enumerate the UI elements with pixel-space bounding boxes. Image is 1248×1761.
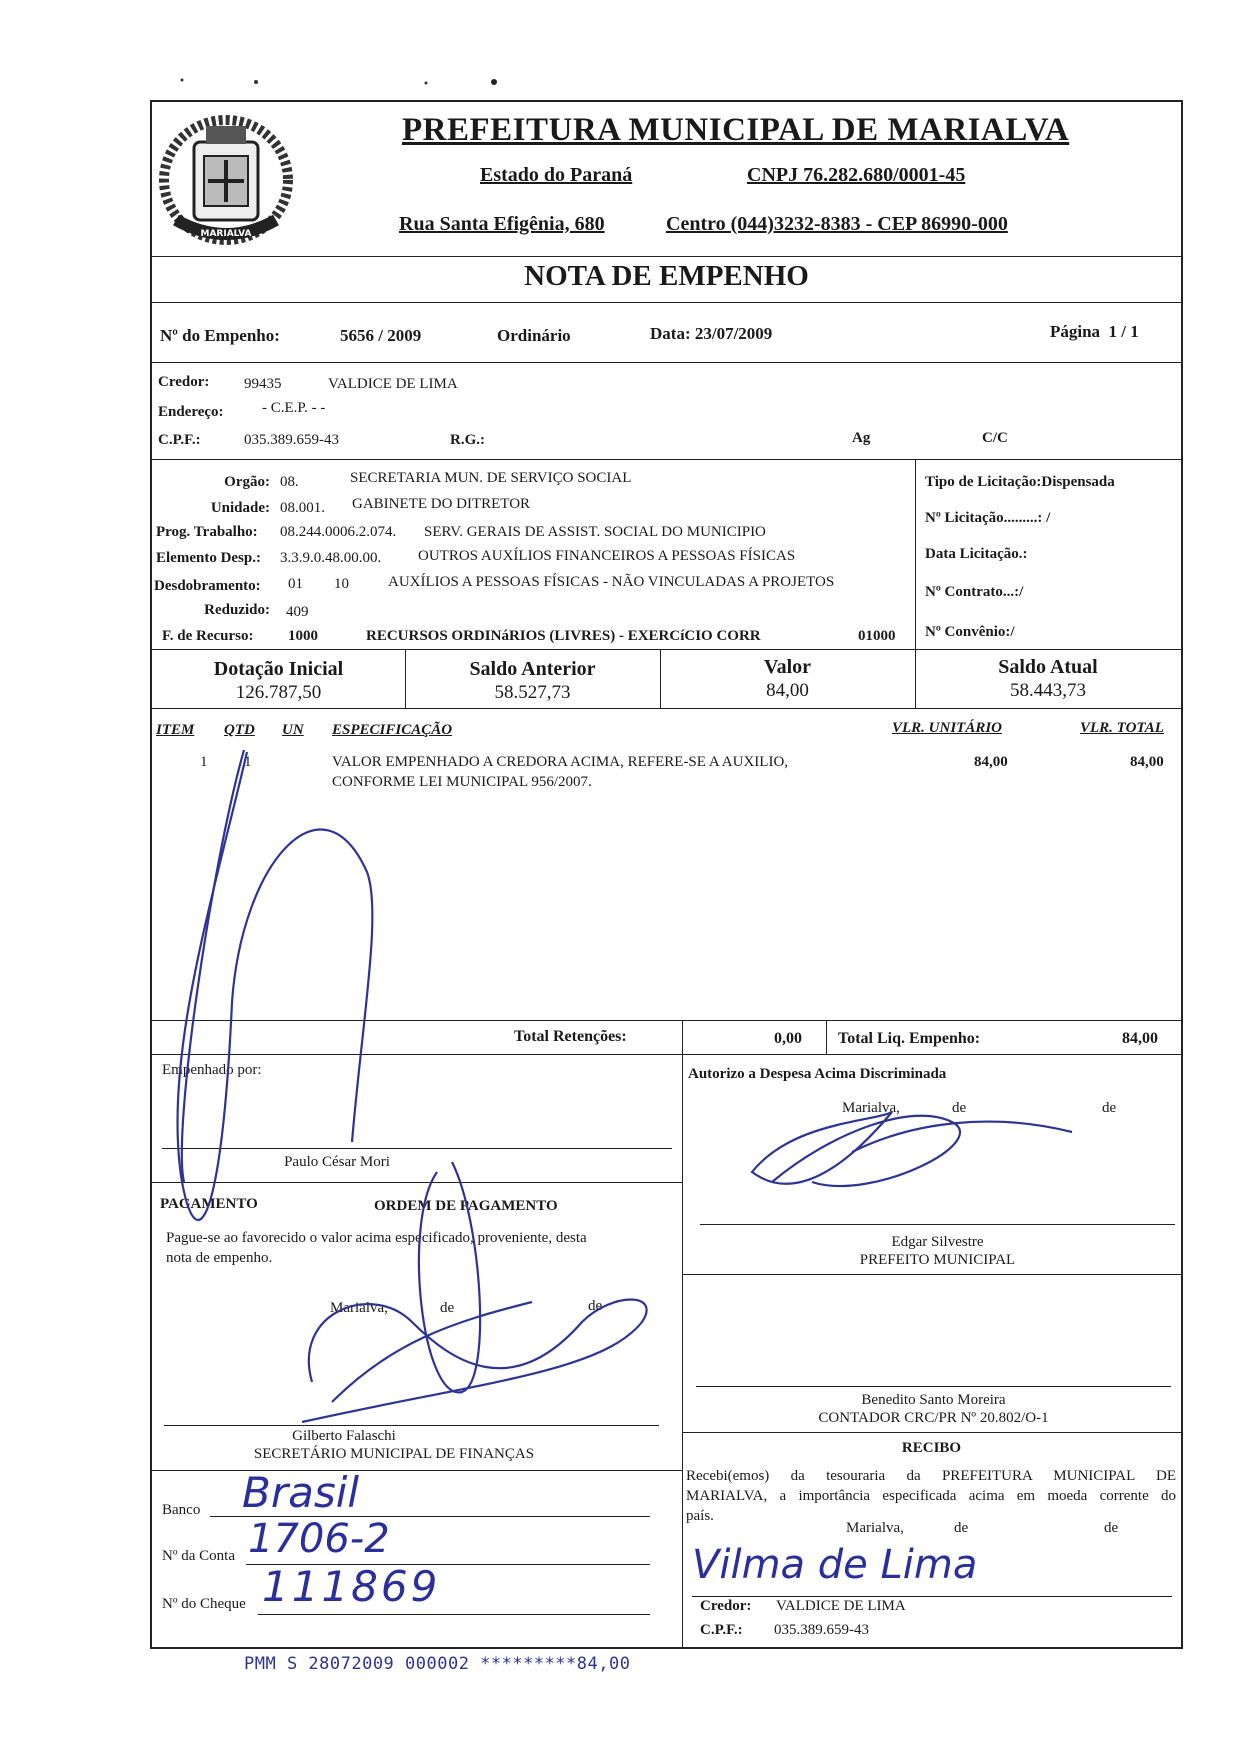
- saldo-atual-label: Saldo Atual: [998, 656, 1098, 678]
- recibo-credor-label: Credor:: [700, 1598, 752, 1614]
- recibo-cpf-value: 035.389.659-43: [774, 1622, 869, 1638]
- item-qtd: 1: [244, 754, 252, 770]
- nota-de-empenho-form: [150, 100, 1183, 1649]
- pagamento-de1: de: [440, 1300, 455, 1316]
- state-label: Estado do Paraná: [480, 164, 633, 186]
- saldo-anterior-value: 58.527,73: [494, 682, 571, 703]
- col-qtd: QTD: [224, 722, 255, 738]
- ink-signatures: [152, 702, 1181, 1642]
- rg-label: R.G.:: [450, 432, 485, 448]
- autorizo-signer-name: Edgar Silvestre: [891, 1234, 984, 1250]
- reduzido-value: 409: [286, 604, 309, 620]
- fonte-name: RECURSOS ORDINáRIOS (LIVRES) - EXERCíCIO CORR: [366, 628, 761, 644]
- cpf-label: C.P.F.:: [158, 432, 201, 448]
- item-number: 1: [200, 754, 208, 770]
- scan-specks: [180, 72, 510, 92]
- numero-convenio: Nº Convênio:/: [925, 624, 1015, 640]
- retencoes-label: Total Retenções:: [514, 1028, 627, 1045]
- col-vlr-total: VLR. TOTAL: [1080, 720, 1164, 736]
- address-label: Rua Santa Efigênia, 680: [399, 213, 605, 235]
- desdobramento-label: Desdobramento:: [154, 578, 261, 594]
- empenho-number: 5656 / 2009: [340, 326, 422, 345]
- pagamento-signer-name: Gilberto Falaschi: [292, 1428, 396, 1444]
- dotacao-label: Dotação Inicial: [213, 658, 344, 680]
- endereco-label: Endereço:: [158, 404, 224, 420]
- saldo-atual-value: 58.443,73: [1010, 680, 1086, 701]
- payment-stamp: PMM S 28072009 000002 *********84,00: [244, 1654, 631, 1674]
- item-vlr-total: 84,00: [1130, 754, 1164, 770]
- item-vlr-unitario: 84,00: [974, 754, 1008, 770]
- district-phone-cep: Centro (044)3232-8383 - CEP 86990-000: [666, 213, 1008, 235]
- pagamento-text-line2: nota de empenho.: [166, 1250, 273, 1266]
- cc-label: C/C: [982, 430, 1008, 446]
- autorizo-de2: de: [1102, 1100, 1117, 1116]
- credor-code: 99435: [244, 376, 282, 392]
- autorizo-city: Marialva,: [842, 1100, 900, 1116]
- prog-code: 08.244.0006.2.074.: [280, 524, 397, 540]
- ordem-pagamento-label: ORDEM DE PAGAMENTO: [374, 1198, 558, 1214]
- prog-label: Prog. Trabalho:: [156, 524, 258, 540]
- credor-label: Credor:: [158, 374, 210, 390]
- reduzido-label: Reduzido:: [204, 602, 270, 618]
- liquido-label: Total Liq. Empenho:: [838, 1030, 981, 1047]
- tipo-licitacao: Tipo de Licitação:Dispensada: [925, 474, 1115, 490]
- contador-role: CONTADOR CRC/PR Nº 20.802/O-1: [818, 1410, 1049, 1426]
- recibo-text-line2: MARIALVA, a importância especificada acima em moeda corrente do: [686, 1488, 1176, 1504]
- item-desc-line1: VALOR EMPENHADO A CREDORA ACIMA, REFERE-SE A AUXILIO,: [332, 754, 789, 770]
- recibo-cpf-label: C.P.F.:: [700, 1622, 743, 1638]
- fonte-label: F. de Recurso:: [162, 628, 254, 644]
- doc-title: NOTA DE EMPENHO: [524, 260, 809, 292]
- col-especificacao: ESPECIFICAÇÃO: [332, 722, 453, 738]
- banco-handwritten: Brasil: [242, 1468, 360, 1517]
- conta-label: Nº da Conta: [162, 1548, 235, 1564]
- pagamento-text-line1: Pague-se ao favorecido o valor acima especificado, proveniente, desta: [166, 1230, 587, 1246]
- banco-label: Banco: [162, 1502, 201, 1518]
- valor-value: 84,00: [766, 680, 809, 701]
- recibo-text-line1: Recebi(emos) da tesouraria da PREFEITURA MUNICIPAL DE: [686, 1468, 1176, 1484]
- unidade-name: GABINETE DO DITRETOR: [352, 496, 531, 512]
- svg-text:MARIALVA: MARIALVA: [200, 229, 252, 239]
- saldo-anterior-label: Saldo Anterior: [469, 658, 596, 680]
- pagamento-label: PAGAMENTO: [160, 1196, 258, 1212]
- desdobramento-code2: 10: [334, 576, 349, 592]
- page-number: Página 1 / 1: [1050, 322, 1139, 341]
- ag-label: Ag: [852, 430, 871, 446]
- fonte-code: 1000: [288, 628, 318, 644]
- data-licitacao: Data Licitação.:: [925, 546, 1028, 562]
- elemento-name: OUTROS AUXÍLIOS FINANCEIROS A PESSOAS FÍSICAS: [418, 548, 796, 564]
- orgao-label: Orgão:: [224, 474, 270, 490]
- coat-of-arms-logo: [156, 108, 296, 253]
- prefeitura-title: PREFEITURA MUNICIPAL DE MARIALVA: [402, 112, 1070, 148]
- col-item: ITEM: [156, 722, 195, 738]
- cheque-label: Nº do Cheque: [162, 1596, 246, 1612]
- fonte-code2: 01000: [858, 628, 896, 644]
- liquido-value: 84,00: [1122, 1030, 1158, 1047]
- conta-handwritten: 1706-2: [248, 1516, 390, 1562]
- orgao-name: SECRETARIA MUN. DE SERVIÇO SOCIAL: [350, 470, 632, 486]
- empenhado-label: Empenhado por:: [162, 1062, 262, 1078]
- col-un: UN: [282, 722, 304, 738]
- unidade-label: Unidade:: [210, 500, 270, 516]
- retencoes-value: 0,00: [774, 1030, 802, 1047]
- cpf-value: 035.389.659-43: [244, 432, 339, 448]
- recibo-title: RECIBO: [901, 1440, 962, 1456]
- autorizo-de1: de: [952, 1100, 967, 1116]
- empenhado-name: Paulo César Mori: [284, 1154, 390, 1170]
- item-desc-line2: CONFORME LEI MUNICIPAL 956/2007.: [332, 774, 592, 790]
- orgao-code: 08.: [280, 474, 299, 490]
- pagamento-de2: de: [588, 1298, 603, 1314]
- recibo-city: Marialva,: [846, 1520, 904, 1536]
- contador-name: Benedito Santo Moreira: [861, 1392, 1006, 1408]
- valor-label: Valor: [763, 656, 812, 678]
- empenho-number-label: Nº do Empenho:: [160, 326, 280, 345]
- recibo-credor-name: VALDICE DE LIMA: [776, 1598, 906, 1614]
- autorizo-label: Autorizo a Despesa Acima Discriminada: [688, 1066, 947, 1082]
- desdobramento-name: AUXÍLIOS A PESSOAS FÍSICAS - NÃO VINCULADAS A PROJETOS: [388, 574, 835, 590]
- pagamento-city: Marialva,: [330, 1300, 388, 1316]
- pagamento-signer-role: SECRETÁRIO MUNICIPAL DE FINANÇAS: [253, 1446, 535, 1462]
- dotacao-value: 126.787,50: [235, 682, 322, 703]
- numero-contrato: Nº Contrato...:/: [925, 584, 1024, 600]
- recibo-signature: Vilma de Lima: [692, 1542, 978, 1588]
- cnpj-label: CNPJ 76.282.680/0001-45: [747, 164, 966, 186]
- autorizo-signer-role: PREFEITO MUNICIPAL: [859, 1252, 1016, 1268]
- numero-licitacao: Nº Licitação.........: /: [925, 510, 1051, 526]
- unidade-code: 08.001.: [280, 500, 325, 516]
- recibo-text-line3: país.: [686, 1508, 714, 1524]
- recibo-de2: de: [1104, 1520, 1119, 1536]
- empenho-type: Ordinário: [497, 326, 571, 345]
- prog-name: SERV. GERAIS DE ASSIST. SOCIAL DO MUNICIPIO: [424, 524, 766, 540]
- col-vlr-unitario: VLR. UNITÁRIO: [892, 720, 1003, 736]
- recibo-de1: de: [954, 1520, 969, 1536]
- credor-name: VALDICE DE LIMA: [328, 376, 458, 392]
- cheque-handwritten: 111869: [262, 1562, 441, 1611]
- endereco-value: - C.E.P. - -: [262, 400, 326, 416]
- elemento-label: Elemento Desp.:: [156, 550, 261, 566]
- empenho-date: Data: 23/07/2009: [650, 324, 773, 343]
- desdobramento-code1: 01: [288, 576, 303, 592]
- elemento-code: 3.3.9.0.48.00.00.: [280, 550, 382, 566]
